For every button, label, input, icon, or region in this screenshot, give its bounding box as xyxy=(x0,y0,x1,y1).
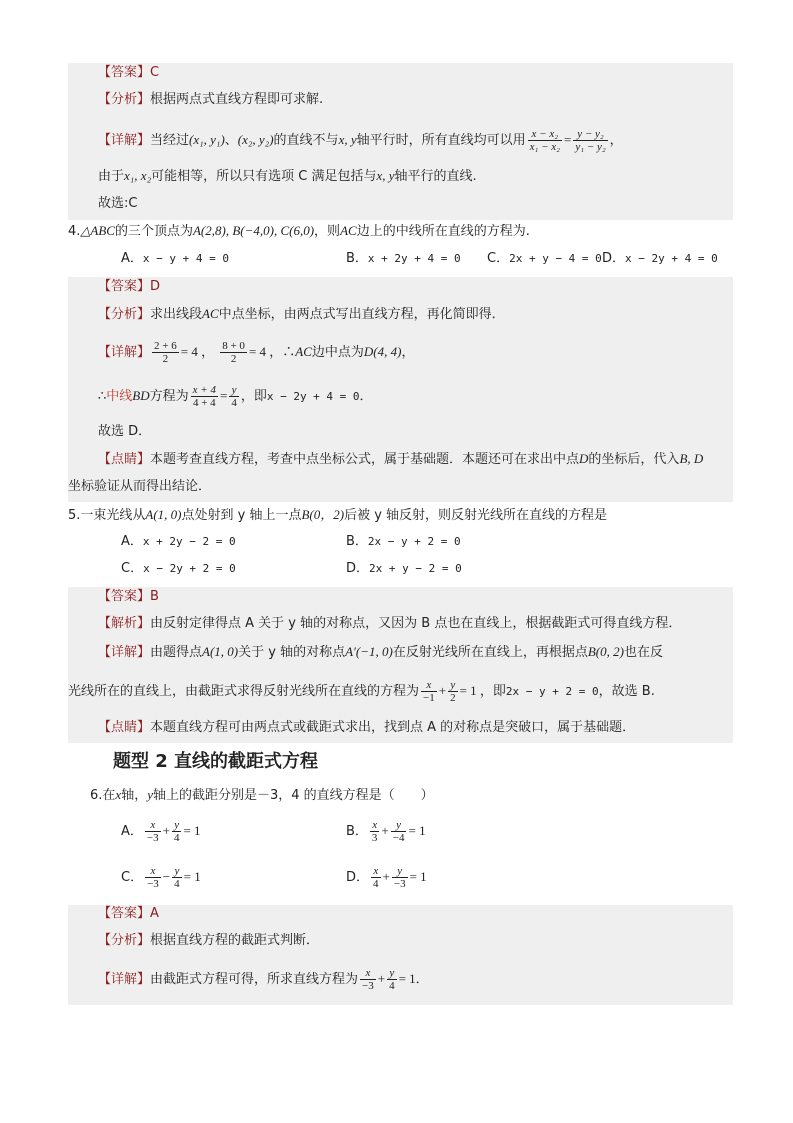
q6-option-b[interactable] xyxy=(346,816,426,847)
q6-stem-text: 轴上的截距分别是－3，4 的直线方程是（ ） xyxy=(152,788,434,803)
q3-answer: C xyxy=(150,65,160,80)
q3-fraction-x: $\frac{\text{x − x₂}}{\text{x₁ − x₂}}$ xyxy=(529,128,560,153)
q4-stem-text: ，则 xyxy=(314,224,341,239)
option-expr: 2x + y − 2 = 0 xyxy=(369,562,462,575)
q5-detail-text: 也在反 xyxy=(623,645,663,660)
option-fraction: $\frac{y}{4}$ xyxy=(173,819,180,844)
q4-point-d: D xyxy=(579,451,589,466)
answer-label: 【答案】 xyxy=(98,279,151,294)
q5-fraction-x: $\frac{x}{-1}$ xyxy=(423,679,435,704)
q6-analysis-line xyxy=(98,932,319,950)
q4-stem xyxy=(68,222,530,241)
q3-detail-line2 xyxy=(98,167,477,186)
q5-detail-text: 光线所在的直线上，由截距式求得反射光线所在直线的方程为 xyxy=(68,684,420,699)
q4-bd-text: 方程为 xyxy=(149,389,189,404)
q4-value: = 4 ，∴ xyxy=(248,344,296,359)
q4-answer: D xyxy=(150,279,161,294)
q4-triangle: △ABC xyxy=(80,223,115,238)
q5-point-b: B(0，2) xyxy=(301,507,345,522)
q5-detail-text: 关于 y 轴的对称点 xyxy=(238,645,346,660)
option-fraction: $\frac{x}{-3}$ xyxy=(146,819,159,844)
q5-result: 2x − y + 2 = 0 xyxy=(505,685,599,698)
option-expr: x + 2y + 4 = 0 xyxy=(367,252,461,265)
option-label: A． xyxy=(121,251,143,266)
q4-option-c[interactable] xyxy=(487,250,602,268)
q6-stem-text: 轴， xyxy=(121,788,148,803)
q4-value: = 4 ， xyxy=(180,344,215,359)
q5-point-a: A(1, 0) xyxy=(145,507,182,522)
q5-jiexi-text: 由反射定律得点 A 关于 y 轴的对称点，又因为 B 点也在直线上，根据截距式可得直线方程． xyxy=(150,616,682,631)
q3-analysis: 根据两点式直线方程即可求解. xyxy=(150,92,324,107)
analysis-label: 【分析】 xyxy=(98,307,151,322)
option-rhs: = 1 xyxy=(408,823,426,838)
q4-detail-text: ， xyxy=(401,345,415,360)
q4-comment-text: 坐标验证从而得出结论． xyxy=(68,479,212,494)
analysis-label: 【分析】 xyxy=(98,933,151,948)
q5-detail-text: 在反射光线所在直线上，再根据点 xyxy=(392,645,588,660)
q3-conclusion-text: 故选:C xyxy=(98,196,138,211)
q4-ac: AC xyxy=(295,344,312,359)
answer-label: 【答案】 xyxy=(98,906,151,921)
option-label: B． xyxy=(346,824,368,839)
answer-label: 【答案】 xyxy=(98,589,151,604)
q5-option-d[interactable] xyxy=(346,560,462,578)
option-label: B． xyxy=(346,251,368,266)
section-heading: 题型 2 直线的截距式方程 xyxy=(113,751,319,772)
q6-option-c[interactable] xyxy=(121,862,201,893)
q5-detail-text: = 1 ，即 xyxy=(459,683,506,698)
analysis-label: 【分析】 xyxy=(98,92,151,107)
q4-points-bd: B, D xyxy=(679,451,704,466)
q4-option-a[interactable] xyxy=(121,250,229,268)
q3-line2-text: 可能相等，所以只有选项 C 满足包括与 xyxy=(151,169,377,184)
option-rhs: = 1 xyxy=(409,869,427,884)
q3-analysis-line xyxy=(98,91,323,109)
option-op: + xyxy=(381,823,389,838)
detail-label: 【详解】 xyxy=(98,133,151,148)
q6-x: x xyxy=(115,787,122,802)
option-expr: x + 2y − 2 = 0 xyxy=(142,535,236,548)
option-op: − xyxy=(162,869,171,884)
q6-stem-text: 6.在 xyxy=(90,788,116,803)
q4-ac: AC xyxy=(340,223,357,238)
q4-comment-line xyxy=(98,450,703,469)
q5-point-a-prime: A′(−1, 0) xyxy=(345,644,393,659)
q5-stem xyxy=(68,506,607,525)
q4-conclusion-text: 故选 D． xyxy=(98,424,152,439)
q4-option-b[interactable] xyxy=(346,250,461,268)
q4-bd-fraction-y: $\frac{y}{4}$ xyxy=(231,384,237,409)
comment-label: 【点睛】 xyxy=(98,720,151,735)
option-expr: 2x + y − 4 = 0 xyxy=(509,252,602,265)
q3-detail-text: 当经过 xyxy=(150,133,190,148)
q3-line2-text: 由于 xyxy=(98,169,125,184)
option-fraction: $\frac{y}{-4}$ xyxy=(392,819,405,844)
q4-conclusion xyxy=(98,423,151,441)
q4-stem-text: 边上的中线所在直线的方程为. xyxy=(356,224,530,239)
q3-point1: (x₁, y₁) xyxy=(189,132,225,147)
q5-point-b: B(0, 2) xyxy=(587,644,624,659)
q5-comment-text: 本题直线方程可由两点式或截距式求出，找到点 A 的对称点是突破口，属于基础题． xyxy=(150,720,636,735)
q4-bd-text: ． xyxy=(359,389,373,404)
q3-xy: x, y xyxy=(338,132,357,147)
jiexi-label: 【解析】 xyxy=(98,616,151,631)
q3-line2-text: 轴平行的直线. xyxy=(394,169,477,184)
q3-detail-text: 轴平行时，所有直线均可以用 xyxy=(356,133,526,148)
q6-plus: + xyxy=(377,971,386,986)
q6-option-d[interactable] xyxy=(346,862,427,893)
q5-answer: B xyxy=(150,589,159,604)
option-label: A． xyxy=(121,824,143,839)
q3-point2: (x₂, y₂) xyxy=(237,132,274,147)
q5-stem-text: 后被 y 轴反射，则反射光线所在直线的方程是 xyxy=(344,508,608,523)
q5-plus: + xyxy=(438,683,447,698)
q3-fraction-y: $\frac{\text{y − y₂}}{\text{y₁ − y₂}}$ xyxy=(575,128,606,153)
q5-comment-line xyxy=(98,719,635,737)
q4-bd-fraction-x: $\frac{x + 4}{4 + 4}$ xyxy=(192,384,216,409)
q3-detail-text: 的直线不与 xyxy=(273,133,339,148)
detail-label: 【详解】 xyxy=(98,345,151,360)
q4-bd-line xyxy=(98,381,373,412)
q4-option-d[interactable] xyxy=(602,250,718,268)
option-rhs: = 1 xyxy=(183,869,201,884)
q4-midpoint-x-fraction: $\frac{2 + 6}{2}$ xyxy=(154,340,177,365)
q4-analysis-text: 求出线段 xyxy=(150,307,203,322)
q6-analysis-text: 根据直线方程的截距式判断． xyxy=(150,933,320,948)
q5-fraction-y: $\frac{y}{2}$ xyxy=(450,679,456,704)
option-label: B． xyxy=(346,534,368,549)
q5-option-b[interactable] xyxy=(346,533,461,551)
q4-comment-text: 本题考查直线方程，考查中点坐标公式，属于基础题．本题还可在求出中点 xyxy=(150,452,580,467)
q3-detail-line xyxy=(98,125,623,156)
option-expr: x − y + 4 = 0 xyxy=(142,252,229,265)
q3-sep: 、 xyxy=(224,133,238,148)
option-expr: x − 2y + 4 = 0 xyxy=(625,252,718,265)
detail-label: 【详解】 xyxy=(98,645,151,660)
option-label: A． xyxy=(121,534,143,549)
therefore-symbol: ∴ xyxy=(98,389,107,404)
q6-detail-line xyxy=(98,964,429,995)
option-op: + xyxy=(162,823,170,838)
option-op: + xyxy=(382,869,390,884)
q5-detail-text: 由题得点 xyxy=(150,645,203,660)
answer-label: 【答案】 xyxy=(98,65,151,80)
q5-detail-line2 xyxy=(68,676,655,707)
q6-y: y xyxy=(147,787,153,802)
q4-analysis-line xyxy=(98,305,505,324)
q6-answer: A xyxy=(150,906,159,921)
q5-stem-text: 5.一束光线从 xyxy=(68,508,146,523)
q4-stem-text: 的三个顶点为 xyxy=(114,224,193,239)
option-fraction: $\frac{x}{3}$ xyxy=(371,819,378,844)
q4-eq: = xyxy=(219,388,228,403)
option-fraction: $\frac{x}{4}$ xyxy=(373,865,379,890)
q6-fraction-y: $\frac{y}{4}$ xyxy=(389,967,395,992)
q4-comment-line2 xyxy=(68,478,211,496)
option-label: D． xyxy=(346,870,370,885)
option-label: D． xyxy=(346,561,370,576)
q3-answer-line xyxy=(98,64,159,82)
q5-stem-text: 点处射到 y 轴上一点 xyxy=(181,508,302,523)
q5-detail-text: ，故选 B. xyxy=(598,684,655,699)
q4-analysis-text: 中点坐标，由两点式写出直线方程，再化简即得． xyxy=(218,307,505,322)
q6-option-a[interactable] xyxy=(121,816,201,847)
q6-fraction-x: $\frac{x}{-3}$ xyxy=(362,967,374,992)
q6-detail-text: 由截距式方程可得，所求直线方程为 xyxy=(150,972,359,987)
q3-detail-text: ， xyxy=(609,133,623,148)
q3-eq: = xyxy=(563,132,572,147)
q3-conclusion xyxy=(98,195,137,213)
q3-line2-xy: x, y xyxy=(376,168,395,183)
option-fraction: $\frac{y}{-3}$ xyxy=(393,865,406,890)
q4-ac: AC xyxy=(202,306,219,321)
q4-bd-text: ，即 xyxy=(240,389,267,404)
option-expr: 2x − y + 2 = 0 xyxy=(367,535,461,548)
comment-label: 【点睛】 xyxy=(98,452,151,467)
option-label: C． xyxy=(121,870,144,885)
q6-stem xyxy=(90,786,434,805)
q5-jiexi-line xyxy=(98,615,681,633)
q4-answer-line xyxy=(98,278,160,296)
q4-midpoint-y-fraction: $\frac{8 + 0}{2}$ xyxy=(222,340,245,365)
q4-median-word: 中线 xyxy=(106,389,133,404)
q5-detail-line xyxy=(98,643,663,662)
option-label: C． xyxy=(487,251,510,266)
q4-number: 4. xyxy=(68,224,81,239)
option-label: D． xyxy=(602,251,626,266)
q4-detail-text: 边中点为 xyxy=(311,345,364,360)
q5-point-a: A(1, 0) xyxy=(202,644,239,659)
option-label: C． xyxy=(121,561,144,576)
q6-detail-text: = 1． xyxy=(398,971,429,986)
q4-midpoint: D(4, 4) xyxy=(363,344,402,359)
q4-vertices: A(2,8), B(−4,0), C(6,0) xyxy=(192,223,315,238)
option-expr: x − 2y + 2 = 0 xyxy=(143,562,236,575)
option-fraction: $\frac{x}{-3}$ xyxy=(147,865,159,890)
q4-bd: BD xyxy=(132,388,150,403)
detail-label: 【详解】 xyxy=(98,972,151,987)
option-fraction: $\frac{y}{4}$ xyxy=(174,865,180,890)
q5-answer-line xyxy=(98,588,159,606)
q5-option-a[interactable] xyxy=(121,533,236,551)
q4-detail-line xyxy=(98,337,414,368)
q4-bd-result: x − 2y + 4 = 0 xyxy=(266,390,360,403)
option-rhs: = 1 xyxy=(183,823,201,838)
q4-comment-text: 的坐标后，代入 xyxy=(588,452,680,467)
q5-option-c[interactable] xyxy=(121,560,236,578)
q6-answer-line xyxy=(98,905,159,923)
q3-x1x2: x₁, x₂ xyxy=(124,168,152,183)
